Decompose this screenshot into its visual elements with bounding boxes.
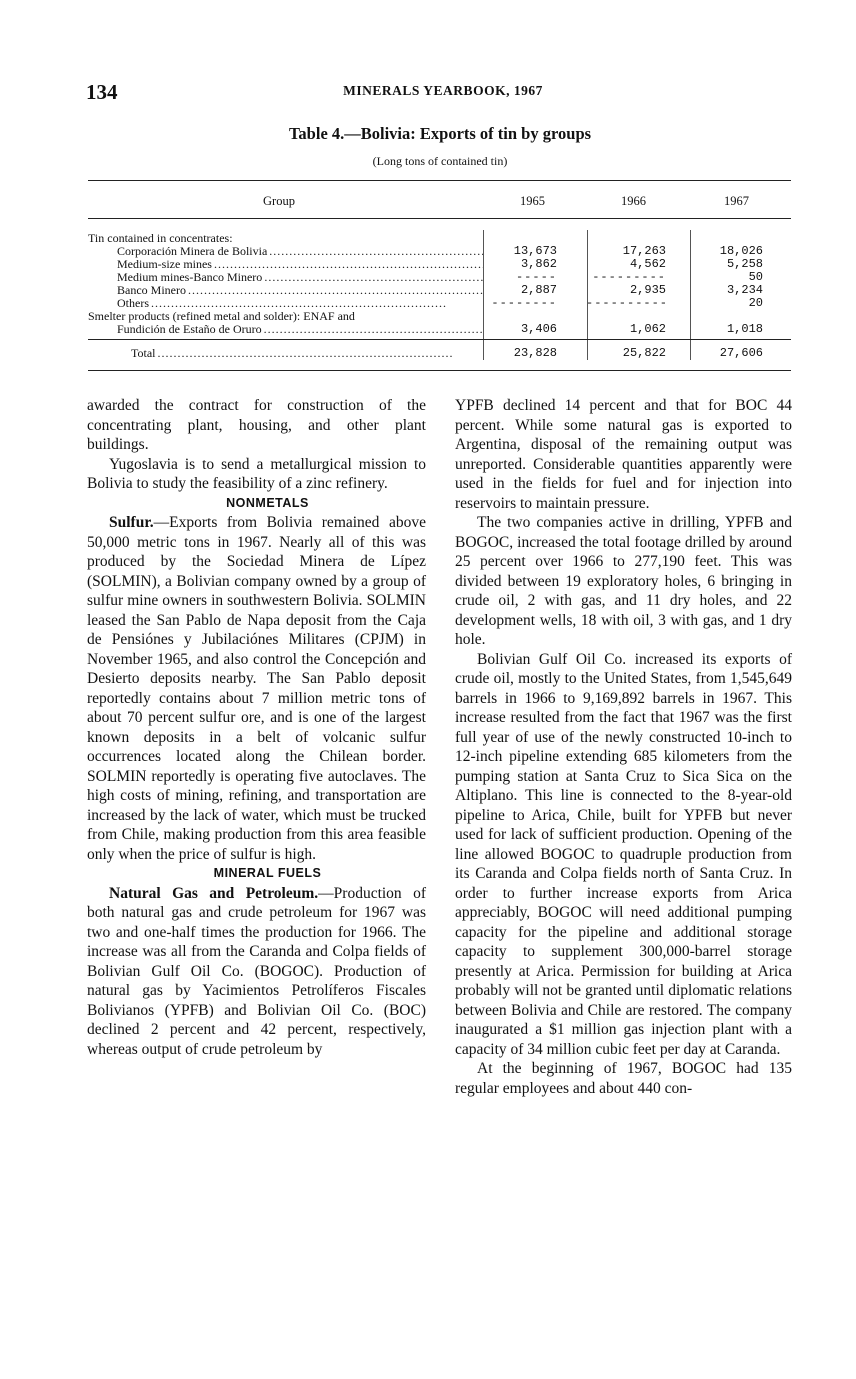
- column-header-1966: 1966: [621, 194, 646, 208]
- table-title: Table 4.—Bolivia: Exports of tin by groups: [288, 124, 592, 143]
- table-row: [88, 232, 791, 245]
- total-label: Total . . .: [131, 347, 483, 360]
- table-bottom-rule: [88, 370, 791, 371]
- value-1967: 5,258: [726, 257, 763, 271]
- runin-heading: Sulfur.: [109, 514, 154, 531]
- table-row: [88, 297, 791, 310]
- table-subtitle: (Long tons of contained tin): [372, 154, 508, 168]
- paragraph-sulfur: [87, 513, 426, 864]
- section-heading-mineral-fuels: MINERAL FUELS: [213, 866, 322, 880]
- total-1965: 23,828: [513, 346, 557, 360]
- value-1966: 2,935: [629, 283, 666, 297]
- table-row: [88, 258, 791, 271]
- value-1966: 4,562: [629, 257, 666, 271]
- value-1965: --------: [491, 296, 557, 310]
- paragraph: At the beginning of 1967, BOGOC had 135 regular employees and about 440 con-: [455, 1060, 792, 1097]
- value-1966: ----------: [586, 296, 669, 310]
- table-row: [88, 284, 791, 297]
- table-total-row: [88, 347, 791, 360]
- value-1965: 2,887: [520, 283, 557, 297]
- table-top-rule: [88, 180, 791, 181]
- row-label: Fundición de Estaño de Oruro . . .: [117, 323, 483, 336]
- paragraph: The two companies active in drilling, YPFB and BOGOC, increased the total footage drilled by around 25 percent over 1966 to 277,190 feet. This was divided between 19 exploratory holes, 6 bringing in crude oil, 2 with gas, and 11 dry holes, and 22 development wells, 18 with oil, 3 with gas, and 1 dry hole.: [455, 514, 792, 648]
- left-text-column: [87, 396, 426, 1059]
- row-label: Banco Minero . . .: [117, 284, 483, 297]
- value-1966: 1,062: [629, 322, 666, 336]
- value-1965: -----: [515, 270, 557, 284]
- table-row: [88, 323, 791, 336]
- column-header-1965: 1965: [520, 194, 545, 208]
- column-header-1967: 1967: [724, 194, 749, 208]
- value-1967: 3,234: [726, 283, 763, 297]
- right-text-column: [455, 396, 792, 1098]
- paragraph: Bolivian Gulf Oil Co. increased its exports of crude oil, mostly to the United States, from 1,545,649 barrels in 1966 to 9,169,892 barrels in 1967. This increase resulted from the fact that 1967 was the first full year of use of the newly constructed 10-inch to 12-inch pipeline extending 685 kilometers from the pumping station at Santa Cruz to Sica Sica on the Altiplano. This line is connected to the 8-year-old pipeline to Arica, Chile, built for YPFB but never used for lack of sufficient production. Opening of the line allowed BOGOC to quadruple production from its Caranda and Colpa fields north of Santa Cruz. In order to further increase exports from Arica appreciably, BOGOC will need additional pumping capacity for the pipeline and additional storage capacity to supplement 300,000-barrel storage presently at Arica. Permission for building at Arica probably will not be granted until diplomatic relations between Bolivia and Chile are restored. The company inaugurated a $1 million gas injection plant with a capacity of 34 million cubic feet per day at Caranda.: [455, 650, 792, 1058]
- row-label: Tin contained in concentrates:: [88, 232, 233, 245]
- total-1966: 25,822: [622, 346, 666, 360]
- value-1967: 18,026: [719, 244, 763, 258]
- value-1965: 3,406: [520, 322, 557, 336]
- runin-heading: Natural Gas and Petroleum.: [109, 884, 319, 902]
- row-label: Corporación Minera de Bolivia . . .: [117, 245, 483, 258]
- paragraph-text: —Exports from Bolivia remained above 50,000 metric tons in 1967. Nearly all of this was produced by the Sociedad Minera de Lípez (SOLMIN), a Bolivian company owned by a group of sulfur mine owners in southwestern Bolivia. SOLMIN leased the San Pablo de Napa deposit from the Caja de Pensiónes y Jubilaciónes Militares (CPJM) in November 1965, and also control the Concepción and Desierto deposits nearby. The San Pablo deposit reportedly contains about 7 million metric tons of about 70 percent sulfur ore, and is one of the largest known deposits in a belt of volcanic sulfur occurrences located along the Chilean border. SOLMIN reportedly is operating five autoclaves. The high costs of mining, refining, and transportation are increased by the lack of water, which must be trucked from Chile, making production from this area feasible only when the price of sulfur is high.: [87, 514, 426, 863]
- value-1967: 50: [748, 270, 763, 284]
- value-1966: 17,263: [622, 244, 666, 258]
- running-head: MINERALS YEARBOOK, 1967: [343, 83, 543, 98]
- row-label: Others . . .: [117, 297, 483, 310]
- table-total-rule: [88, 339, 791, 340]
- table-header-rule: [88, 218, 791, 219]
- paragraph: YPFB declined 14 percent and that for BOC 44 percent. While some natural gas is exported to Argentina, disposal of the remaining output was unreported. Considerable quantities apparently were used in the fields for fuel and for injection into reservoirs to maintain pressure.: [455, 397, 792, 512]
- value-1967: 1,018: [726, 322, 763, 336]
- page-number: 134: [86, 80, 118, 104]
- value-1965: 13,673: [513, 244, 557, 258]
- section-heading-nonmetals: NONMETALS: [226, 495, 309, 510]
- row-label: Smelter products (refined metal and solder): ENAF and: [88, 310, 355, 323]
- table-row: [88, 310, 791, 323]
- paragraph-text: —Production of both natural gas and crude petroleum for 1967 was two and one-half times the production for 1966. The increase was all from the Caranda and Colpa fields of Bolivian Gulf Oil Co. (BOGOC). Production of natural gas by Yacimientos Petrolíferos Fiscales Bolivianos (YPFB) and Bolivian Oil Co. (BOC) declined 2 percent and 42 percent, respectively, whereas output of crude petroleum by: [87, 884, 426, 1058]
- paragraph-natural-gas: [87, 884, 426, 1060]
- column-header-group: Group: [263, 194, 295, 208]
- table-row: [88, 271, 791, 284]
- row-label: Medium mines-Banco Minero . . .: [117, 271, 483, 284]
- paragraph: Yugoslavia is to send a metallurgical mission to Bolivia to study the feasibility of a zinc refinery.: [87, 455, 426, 492]
- value-1967: 20: [748, 296, 763, 310]
- paragraph: awarded the contract for construction of the concentrating plant, housing, and other plant buildings.: [87, 397, 426, 453]
- value-1965: 3,862: [520, 257, 557, 271]
- table-row: [88, 245, 791, 258]
- total-1967: 27,606: [719, 346, 763, 360]
- value-1966: ---------: [592, 270, 666, 284]
- row-label: Medium-size mines . . .: [117, 258, 483, 271]
